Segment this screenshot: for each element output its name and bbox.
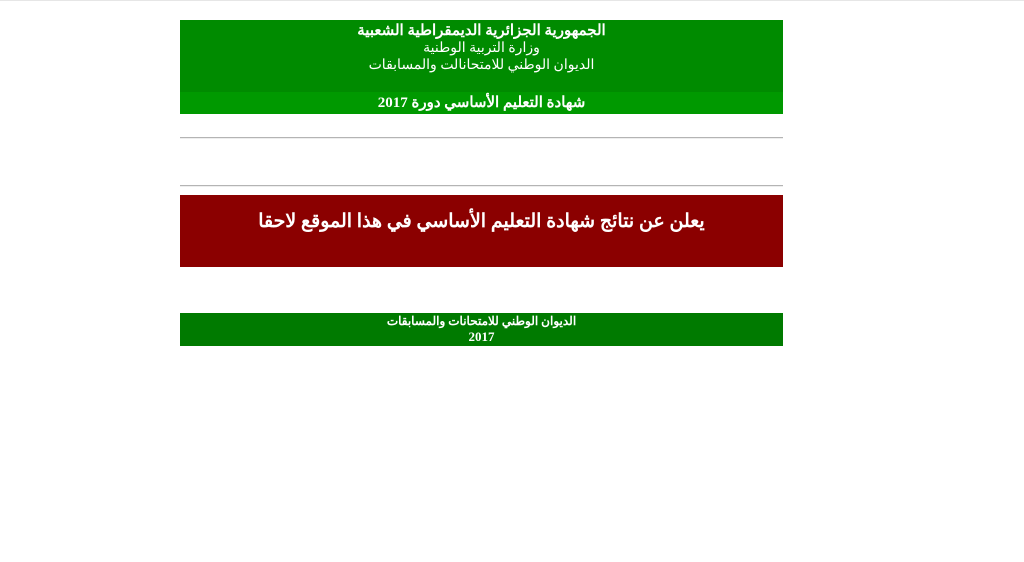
divider-bottom: [180, 185, 783, 187]
exam-title-bar: [180, 92, 783, 114]
results-notice-banner: [180, 195, 783, 267]
header-banner: [180, 20, 783, 92]
office-title: الديوان الوطني للامتحانالت والمسابقات: [368, 58, 595, 73]
ministry-title: وزارة التربية الوطنية: [423, 41, 540, 56]
results-notice-text: يعلن عن نتائج شهادة التعليم الأساسي في هذا الموقع لاحقا: [258, 211, 705, 232]
republic-title: الجمهورية الجزائرية الديمقراطية الشعبية: [357, 23, 606, 39]
exam-title: شهادة التعليم الأساسي دورة 2017: [377, 95, 586, 111]
footer-office-name: الديوان الوطني للامتحانات والمسابقات: [386, 314, 577, 328]
divider-top: [180, 137, 783, 139]
page-container: [180, 20, 783, 346]
footer-year: 2017: [468, 329, 495, 344]
footer-banner: [180, 313, 783, 346]
top-border-line: [0, 0, 1024, 1]
